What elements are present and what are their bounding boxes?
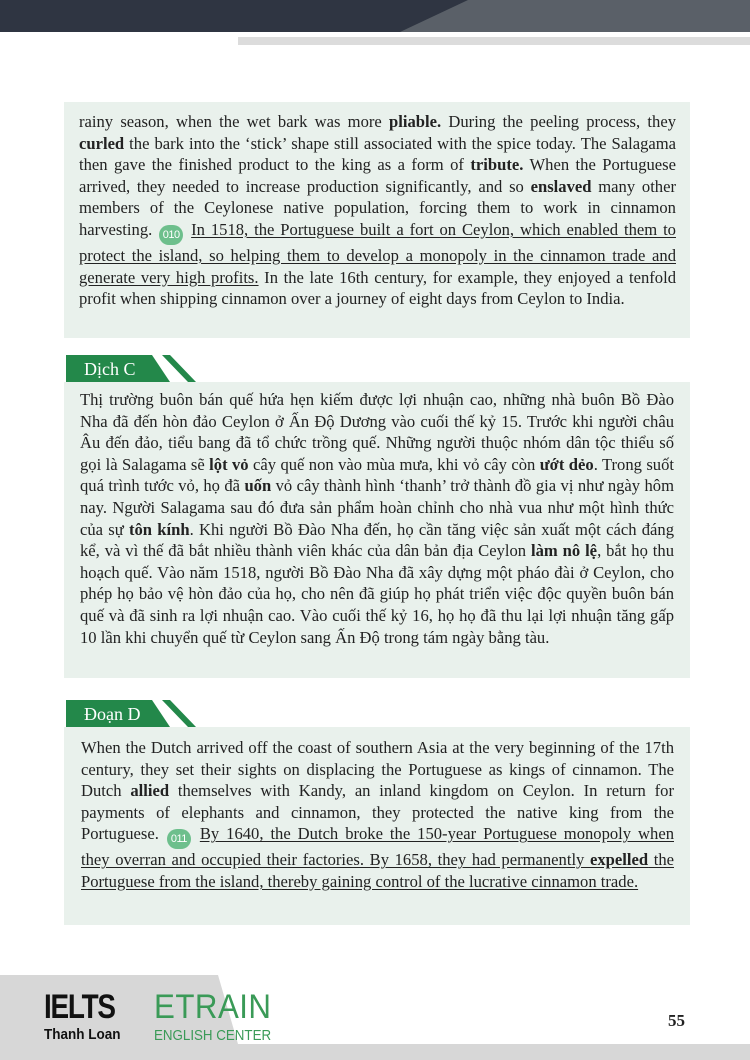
translation-c-text: Thị trường buôn bán quế hứa hẹn kiếm được lợi nhuận cao, những nhà buôn Bồ Đào Nha đã đến hòn đảo Ceylon ở Ấn Độ Dương vào cuối thế kỷ 15. Trước khi người châu Âu đến đảo, tiểu bang đã tổ chức trồng quế. Những người thuộc nhóm dân tộc thiểu số gọi là Salagama sẽ lột vỏ cây quế non vào mùa mưa, khi vỏ cây còn ướt dẻo. Trong suốt quá trình tước vỏ, họ đã uốn vỏ cây thành hình ‘thanh’ trở thành đồ gia vị như ngày hôm nay. Người Salagama sau đó đưa sản phẩm hoàn chỉnh cho nhà vua như một hình thức của sự tôn kính. Khi người Bồ Đào Nha đến, họ cần tăng việc sản xuất một cách đáng kể, và vì thế đã bắt nhiều thành viên khác của dân bản địa Ceylon làm nô lệ, bắt họ thu hoạch quế. Vào năm 1518, người Bồ Đào Nha đã xây dựng một pháo đài ở Ceylon, cho phép họ bảo vệ hòn đảo của họ, cho nên đã giúp họ phát triển việc độc quyền buôn bán quế và đã sinh ra lợi nhuận cao. Vào cuối thế kỷ 16, họ họ đã thu lại lợi nhuận tăng gấp 10 lần khi chuyển quế từ Ceylon sang Ấn Độ trong tám ngày bằng tàu. bbox=[80, 390, 675, 647]
logo-ielts: IELTS bbox=[44, 988, 115, 1026]
passage-d-text: When the Dutch arrived off the coast of southern Asia at the very beginning of the 17th century, they set their sights on displacing the Portuguese as kings of cinnamon. The Dutch allied themselves with Kandy, an inland kingdom on Ceylon. In return for payments of elephants and cinnamon, they protected the native king from the Portuguese. 011 By 1640, the Dutch broke the 150-year Portuguese monopoly when they overran and occupied their factories. By 1658, they had permanently expelled the Portuguese from the island, thereby gaining control of the lucrative cinnamon trade. bbox=[81, 738, 674, 891]
question-marker-011: 011 bbox=[167, 829, 191, 849]
header-band bbox=[0, 0, 750, 32]
page-number: 55 bbox=[668, 1011, 685, 1030]
passage-c-text: rainy season, when the wet bark was more pliable. During the peeling process, they curled the bark into the ‘stick’ shape still associated with the spice today. The Salagama then gave the finished product to the king as a form of tribute. When the Portuguese arrived, they needed to increase production significantly, and so enslaved many other members of the Ceylonese native population, forcing them to work in cinnamon harvesting. 010 In 1518, the Portuguese built a fort on Ceylon, which enabled them to protect the island, so helping them to develop a monopoly in the cinnamon trade and generate very high profits. In the late 16th century, for example, they enjoyed a tenfold profit when shipping cinnamon over a journey of eight days from Ceylon to India. bbox=[79, 112, 677, 309]
header-band-dark bbox=[0, 0, 750, 32]
logo-english-center: ENGLISH CENTER bbox=[154, 1028, 272, 1044]
logo-etrain: ETRAIN bbox=[154, 988, 272, 1026]
header-rule bbox=[238, 37, 750, 45]
answer-evidence-010: In 1518, the Portuguese built a fort on Ceylon, which enabled them to protect the island, so helping them to develop a monopoly in the cinnamon trade and generate very high profits. bbox=[79, 219, 676, 287]
translation-c-box bbox=[64, 382, 690, 678]
passage-d-box bbox=[64, 727, 690, 925]
logo-thanh-loan: Thanh Loan bbox=[44, 1026, 121, 1043]
question-marker-010: 010 bbox=[159, 225, 183, 245]
passage-c-box bbox=[64, 102, 690, 338]
section-heading-dich-c bbox=[66, 355, 196, 382]
heading-label: Đoạn D bbox=[84, 704, 141, 724]
section-heading-doan-d bbox=[66, 700, 196, 727]
heading-label: Dịch C bbox=[84, 359, 136, 379]
answer-evidence-011: By 1640, the Dutch broke the 150-year Portuguese monopoly when they overran and occupied their factories. By 1658, they had permanently expelled the Portuguese from the island, thereby gaining control of the lucrative cinnamon trade. bbox=[81, 824, 674, 891]
